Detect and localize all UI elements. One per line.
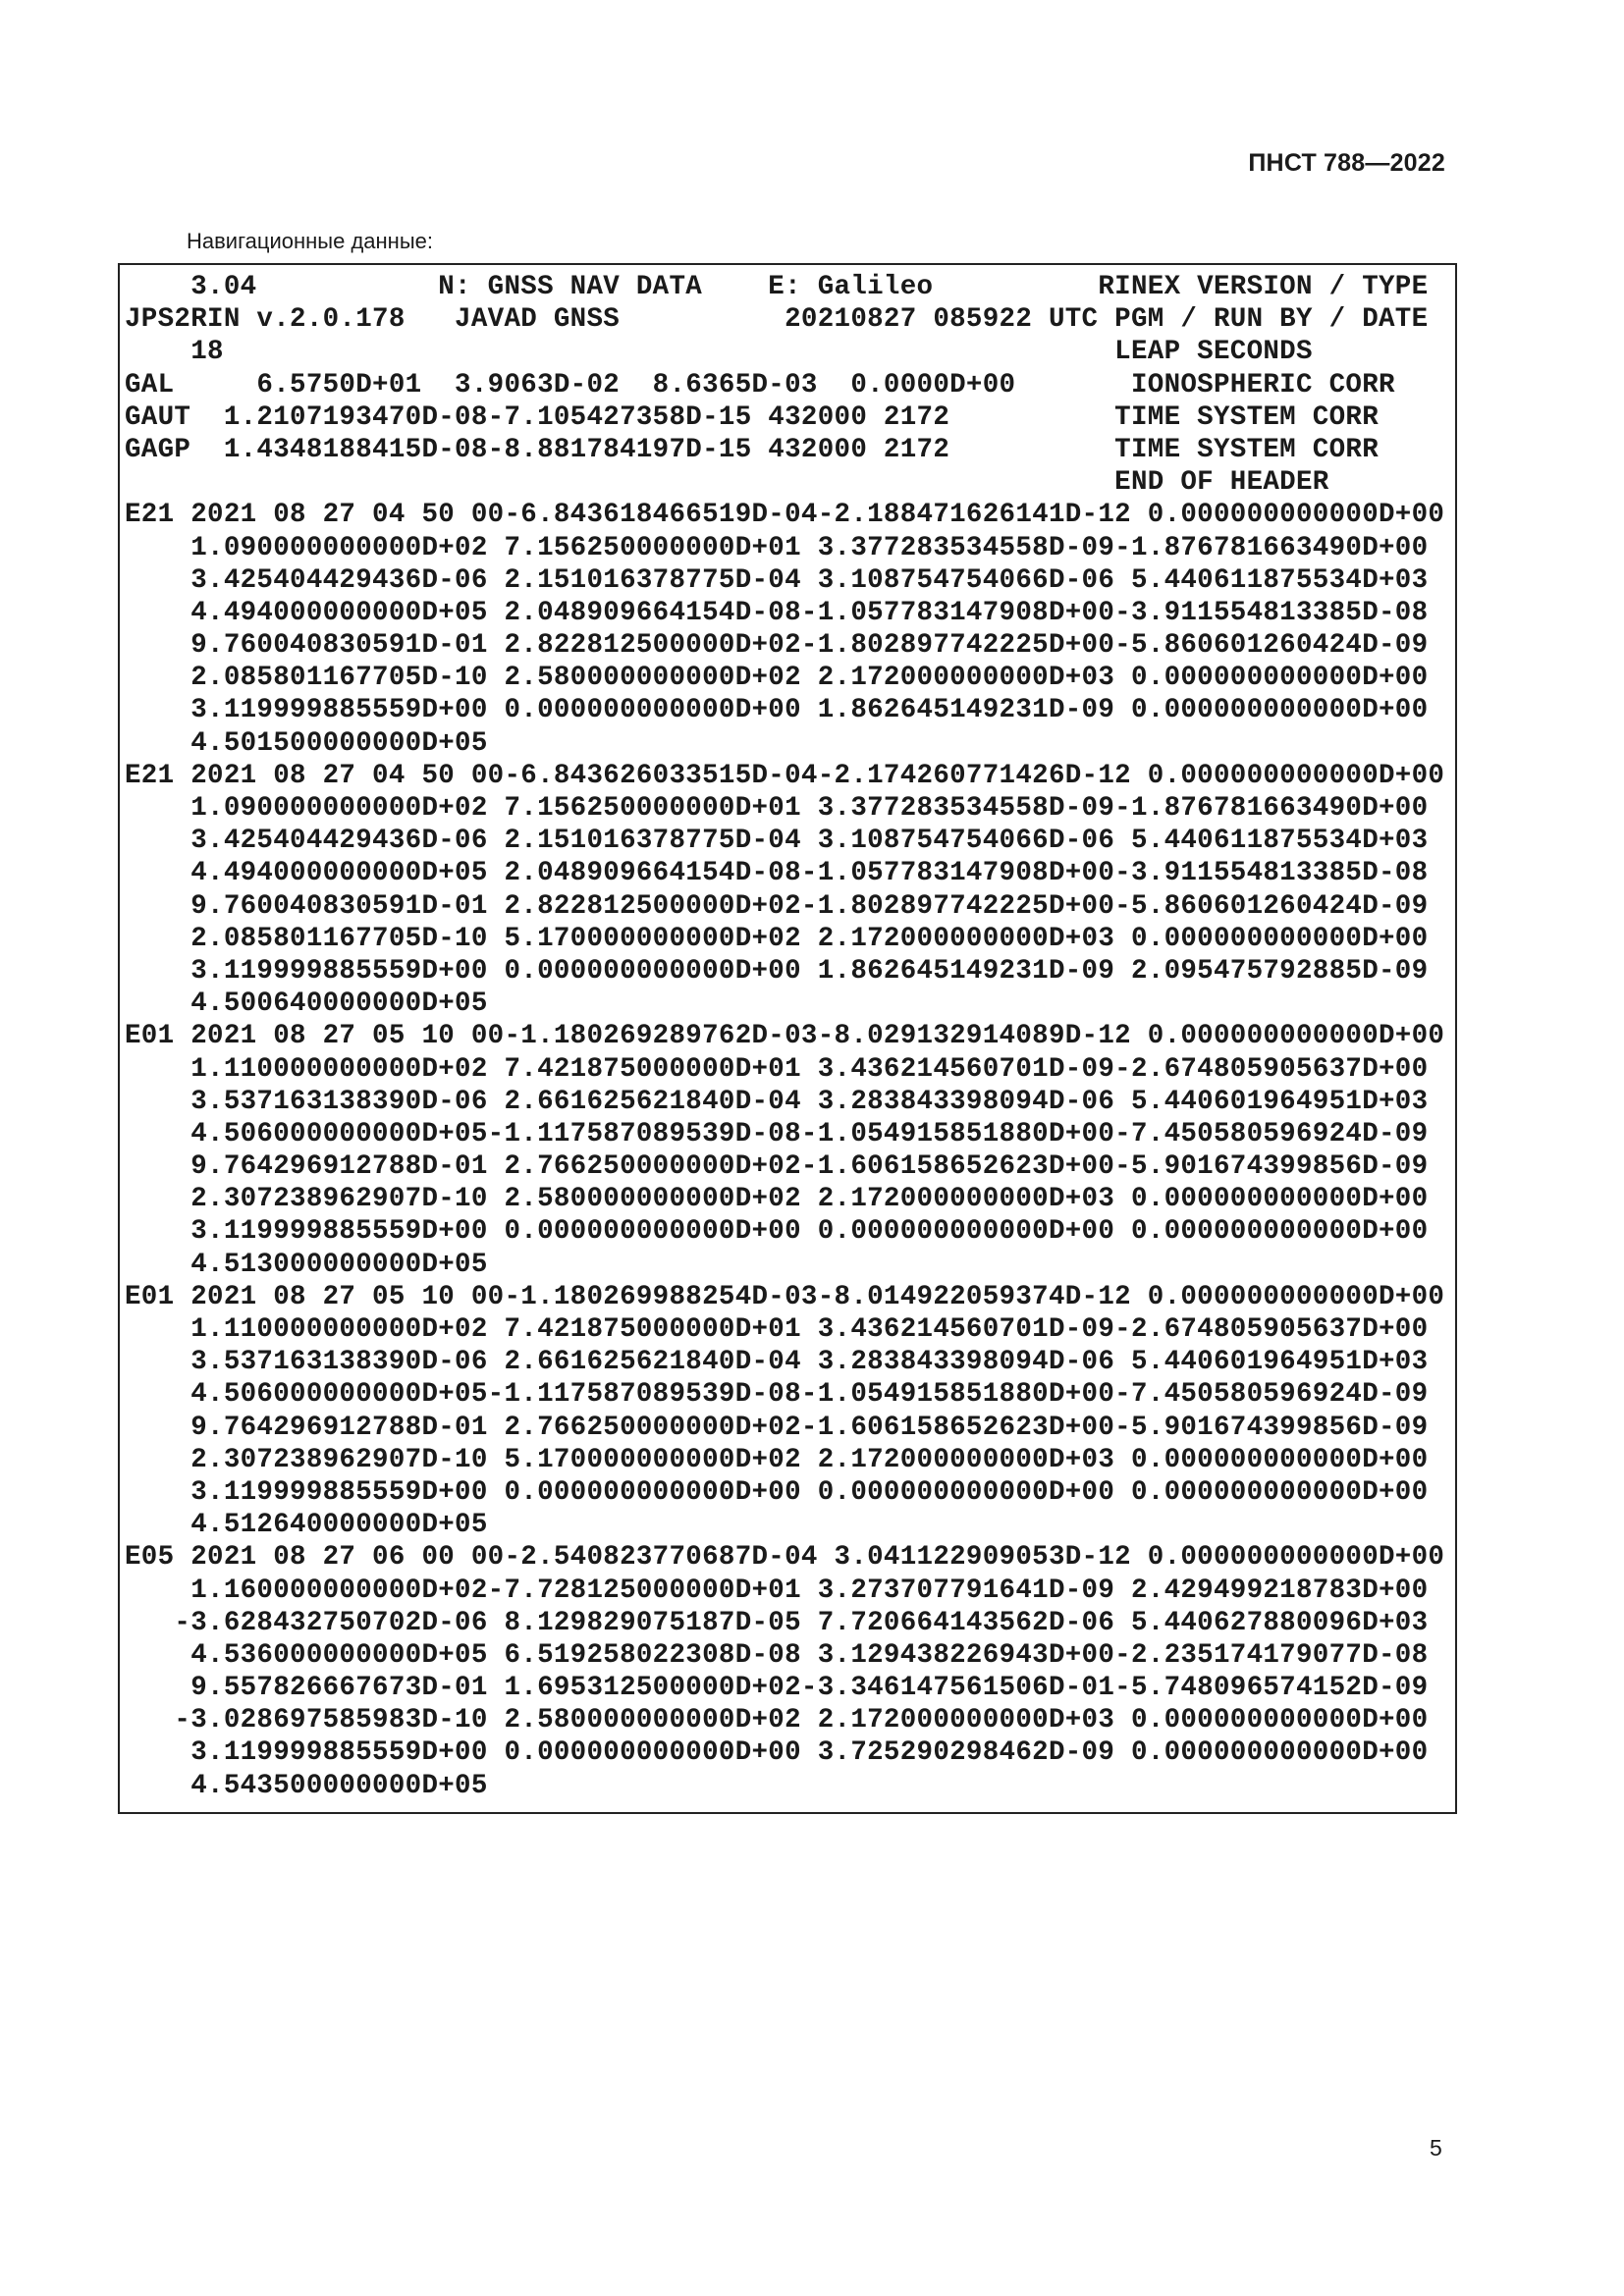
listing-line: 2.307238962907D-10 2.580000000000D+02 2.172000000000D+03 0.000000000000D+00: [125, 1184, 1429, 1215]
listing-line: 9.760040830591D-01 2.822812500000D+02-1.802897742225D+00-5.860601260424D-09: [125, 890, 1429, 922]
listing-line: 2.085801167705D-10 2.580000000000D+02 2.172000000000D+03 0.000000000000D+00: [125, 663, 1429, 694]
listing-line: 4.506000000000D+05-1.117587089539D-08-1.054915851880D+00-7.450580596924D-09: [125, 1118, 1429, 1149]
listing-line: 1.090000000000D+02 7.156250000000D+01 3.377283534558D-09-1.876781663490D+00: [125, 793, 1429, 824]
listing-line: 3.04 N: GNSS NAV DATA E: Galileo RINEX VERSION / TYPE: [125, 272, 1429, 302]
listing-line: 3.119999885559D+00 0.000000000000D+00 3.725290298462D-09 0.000000000000D+00: [125, 1737, 1429, 1769]
listing-line: 4.494000000000D+05 2.048909664154D-08-1.057783147908D+00-3.911554813385D-08: [125, 597, 1429, 628]
listing-line: 1.110000000000D+02 7.421875000000D+01 3.436214560701D-09-2.674805905637D+00: [125, 1314, 1429, 1345]
listing-line: -3.028697585983D-10 2.580000000000D+02 2.172000000000D+03 0.000000000000D+00: [125, 1705, 1429, 1736]
listing-line: 3.425404429436D-06 2.151016378775D-04 3.108754754066D-06 5.440611875534D+03: [125, 826, 1429, 857]
listing-line: 3.119999885559D+00 0.000000000000D+00 0.000000000000D+00 0.000000000000D+00: [125, 1476, 1429, 1508]
listing-line: 4.500640000000D+05: [125, 988, 488, 1020]
listing-line: JPS2RIN v.2.0.178 JAVAD GNSS 20210827 085922 UTC PGM / RUN BY / DATE: [125, 304, 1429, 336]
listing-line: 3.119999885559D+00 0.000000000000D+00 0.000000000000D+00 0.000000000000D+00: [125, 1216, 1429, 1248]
listing-line: E01 2021 08 27 05 10 00-1.180269289762D-03-8.029132914089D-12 0.000000000000D+00: [125, 1021, 1445, 1052]
listing-caption: Навигационные данные:: [187, 229, 433, 253]
listing-line: GAUT 1.2107193470D-08-7.105427358D-15 432000 2172 TIME SYSTEM CORR: [125, 401, 1380, 433]
listing-line: 4.513000000000D+05: [125, 1249, 488, 1280]
listing-line: GAGP 1.4348188415D-08-8.881784197D-15 432000 2172 TIME SYSTEM CORR: [125, 434, 1380, 465]
listing-line: 2.085801167705D-10 5.170000000000D+02 2.172000000000D+03 0.000000000000D+00: [125, 923, 1429, 954]
listing-line: 9.760040830591D-01 2.822812500000D+02-1.802897742225D+00-5.860601260424D-09: [125, 630, 1429, 662]
listing-line: 9.764296912788D-01 2.766250000000D+02-1.606158652623D+00-5.901674399856D-09: [125, 1412, 1429, 1443]
rinex-listing: [125, 271, 1444, 1802]
listing-line: 9.557826667673D-01 1.695312500000D+02-3.346147561506D-01-5.748096574152D-09: [125, 1673, 1429, 1704]
standard-code: ПНСТ 788—2022: [1248, 149, 1445, 177]
listing-line: 4.501500000000D+05: [125, 727, 488, 759]
listing-line: 3.119999885559D+00 0.000000000000D+00 1.862645149231D-09 0.000000000000D+00: [125, 695, 1429, 726]
listing-line: 18 LEAP SECONDS: [125, 337, 1313, 368]
listing-line: -3.628432750702D-06 8.129829075187D-05 7.720664143562D-06 5.440627880096D+03: [125, 1607, 1429, 1638]
listing-line: E05 2021 08 27 06 00 00-2.540823770687D-04 3.041122909053D-12 0.000000000000D+00: [125, 1542, 1445, 1574]
listing-line: E21 2021 08 27 04 50 00-6.843626033515D-04-2.174260771426D-12 0.000000000000D+00: [125, 760, 1445, 791]
listing-line: 1.110000000000D+02 7.421875000000D+01 3.436214560701D-09-2.674805905637D+00: [125, 1053, 1429, 1085]
listing-line: 1.090000000000D+02 7.156250000000D+01 3.377283534558D-09-1.876781663490D+00: [125, 532, 1429, 563]
listing-line: 4.494000000000D+05 2.048909664154D-08-1.057783147908D+00-3.911554813385D-08: [125, 858, 1429, 889]
listing-line: 4.543500000000D+05: [125, 1770, 488, 1801]
listing-line: E01 2021 08 27 05 10 00-1.180269988254D-03-8.014922059374D-12 0.000000000000D+00: [125, 1281, 1445, 1312]
listing-line: 3.119999885559D+00 0.000000000000D+00 1.862645149231D-09 2.095475792885D-09: [125, 955, 1429, 987]
listing-line: GAL 6.5750D+01 3.9063D-02 8.6365D-03 0.0000D+00 IONOSPHERIC CORR: [125, 369, 1395, 400]
listing-line: 1.160000000000D+02-7.728125000000D+01 3.273707791641D-09 2.429499218783D+00: [125, 1575, 1429, 1606]
listing-line: 4.536000000000D+05 6.519258022308D-08 3.129438226943D+00-2.235174179077D-08: [125, 1639, 1429, 1671]
listing-line: 9.764296912788D-01 2.766250000000D+02-1.606158652623D+00-5.901674399856D-09: [125, 1151, 1429, 1183]
listing-line: 2.307238962907D-10 5.170000000000D+02 2.172000000000D+03 0.000000000000D+00: [125, 1444, 1429, 1475]
listing-line: END OF HEADER: [125, 467, 1329, 499]
listing-line: E21 2021 08 27 04 50 00-6.843618466519D-04-2.188471626141D-12 0.000000000000D+00: [125, 500, 1445, 531]
listing-line: 3.425404429436D-06 2.151016378775D-04 3.108754754066D-06 5.440611875534D+03: [125, 564, 1429, 596]
listing-line: 3.537163138390D-06 2.661625621840D-04 3.283843398094D-06 5.440601964951D+03: [125, 1347, 1429, 1378]
listing-line: 4.506000000000D+05-1.117587089539D-08-1.054915851880D+00-7.450580596924D-09: [125, 1379, 1429, 1411]
listing-line: 3.537163138390D-06 2.661625621840D-04 3.283843398094D-06 5.440601964951D+03: [125, 1086, 1429, 1117]
page-number: 5: [1430, 2135, 1442, 2161]
listing-line: 4.512640000000D+05: [125, 1510, 488, 1541]
